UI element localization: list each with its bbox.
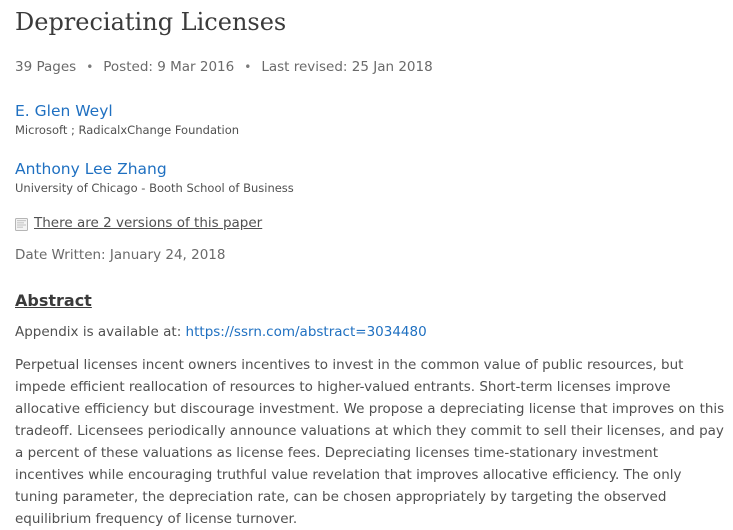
author-link-zhang[interactable]: Anthony Lee Zhang (15, 160, 167, 178)
meta-separator: • (244, 60, 252, 74)
meta-separator: • (86, 60, 94, 74)
abstract-body: Perpetual licenses incent owners incentives to invest in the common value of public resources, but impede efficient reallocation of resources to higher-valued entrants. Short-term licenses improve allocative efficiency but discourage investment. We propose a depreciating license that improves on this tradeoff. Licensees periodically announce valuations at which they commit to sell their licenses, and pay a percent of these valuations as license fees. Depreciating licenses time-stationary investment incentives while encouraging truthful value revelation that improves allocative efficiency. The only tuning parameter, the depreciation rate, can be chosen appropriately by targeting the observed equilibrium frequency of license turnover. (15, 357, 725, 527)
revised-date: Last revised: 25 Jan 2018 (261, 59, 433, 75)
document-versions-icon (15, 218, 28, 231)
page-count: 39 Pages (15, 59, 77, 75)
versions-link[interactable] (15, 214, 262, 232)
author-affiliation: University of Chicago - Booth School of Business (15, 181, 294, 195)
posted-date: Posted: 9 Mar 2016 (103, 59, 235, 75)
paper-meta (15, 58, 433, 76)
appendix-prefix: Appendix is available at: (15, 324, 186, 340)
author-block (15, 159, 294, 196)
author-link-weyl[interactable]: E. Glen Weyl (15, 102, 113, 120)
date-written: Date Written: January 24, 2018 (15, 247, 226, 263)
paper-title: Depreciating Licenses (15, 8, 287, 36)
appendix-link[interactable]: https://ssrn.com/abstract=3034480 (185, 324, 427, 340)
abstract-heading: Abstract (15, 291, 92, 310)
versions-label: There are 2 versions of this paper (34, 215, 263, 231)
appendix-line (15, 322, 427, 342)
author-block (15, 101, 239, 138)
author-affiliation: Microsoft ; RadicalxChange Foundation (15, 123, 240, 137)
